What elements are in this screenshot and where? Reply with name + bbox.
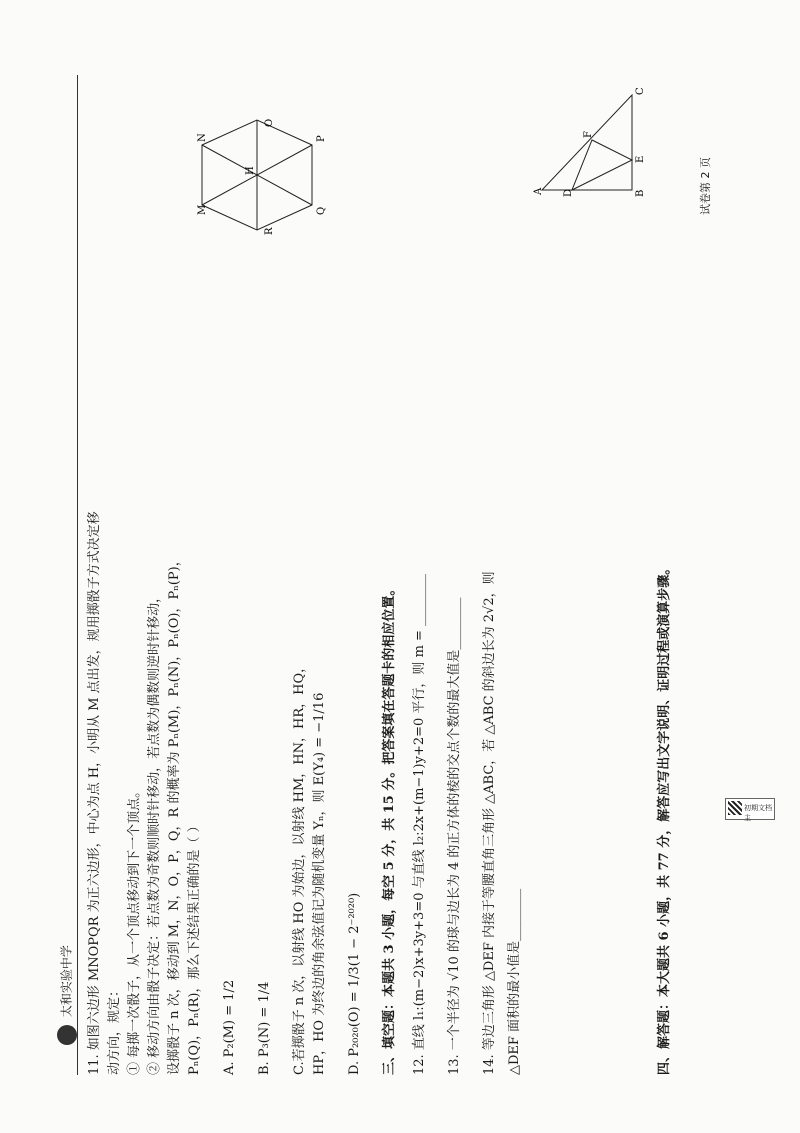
q13: 13. 一个半径为 √10 的球与边长为 4 的正方体的棱的交点个数的最大值是________ <box>447 597 462 1075</box>
q14-line2: △DEF 面积的最小值是________ <box>507 888 522 1075</box>
q11-line4: ② 移动方向由骰子决定：若点数为奇数则顺时针移动，若点数为偶数则逆时针移动， <box>147 589 162 1075</box>
triangle-label-d: D <box>563 188 574 197</box>
q11-option-a: A. P₂(M) = 1/2 <box>222 979 237 1075</box>
q11-option-c2: HP，HO 为终边的角余弦值记为随机变量 Yₙ，则 E(Y₄) = −1/16 <box>312 692 327 1075</box>
triangle-label-e: E <box>635 155 646 163</box>
triangle-label-f: F <box>583 131 594 138</box>
q11-line1: 11. 如图六边形 MNOPQR 为正六边形，中心为点 H，小明从 M 点出发，规用掷骰子方式决定移 <box>87 511 102 1075</box>
page-footer: 试卷第 2 页 <box>699 157 712 215</box>
hexagon-label-r: R <box>264 227 275 235</box>
q14-line1: 14. 等边三角形 △DEF 内接于等腰直角三角形 △ABC，若 △ABC 的斜边长为 2√2，则 <box>482 571 497 1075</box>
triangle-def <box>572 140 632 190</box>
triangle-figure <box>533 85 647 197</box>
q11-line2: 动方向，规定： <box>107 983 122 1075</box>
qr-code-icon <box>728 801 742 815</box>
watermark-stamp <box>725 798 775 820</box>
q11-option-c1: C.若掷骰子 n 次，以射线 HO 为始边，以射线 HM，HN，HR，HQ， <box>292 659 307 1075</box>
triangle-label-c: C <box>635 87 646 95</box>
q12: 12. 直线 l₁:(m−2)x+3y+3=0 与直线 l₂:2x+(m−1)y+2=0 平行，则 m = ________ <box>412 573 427 1075</box>
q11-option-b: B. P₃(N) = 1/4 <box>257 981 272 1075</box>
rotated-exam-sheet <box>57 55 717 1075</box>
section3-title: 三、填空题：本题共 3 小题，每空 5 分，共 15 分。把答案填在答题卡的相应位置。 <box>382 582 397 1075</box>
section4-title: 四、解答题：本大题共 6 小题，共 77 分，解答应写出文字说明、证明过程或演算步骤。 <box>657 561 672 1075</box>
hexagon-label-o: O <box>264 118 275 127</box>
school-logo-icon <box>57 1025 77 1045</box>
q11-line3: ① 每掷一次骰子，从一个顶点移动到下一个顶点。 <box>127 784 142 1075</box>
q11-option-d: D. P₂₀₂₀(O) = 1/3(1 − 2⁻²⁰²⁰) <box>347 892 362 1075</box>
hexagon-label-q: Q <box>316 206 327 215</box>
header-rule <box>77 75 78 1075</box>
hexagon-label-h: H <box>245 166 256 175</box>
triangle-label-b: B <box>635 189 646 197</box>
hexagon-label-p: P <box>316 135 327 142</box>
hexagon-label-n: N <box>197 133 208 142</box>
triangle-label-a: A <box>533 187 544 195</box>
school-name: 太和实验中学 <box>59 945 74 1018</box>
triangle-abc <box>542 95 632 190</box>
q11-line5: 设掷骰子 n 次，移动到 M，N，O，P，Q，R 的概率为 Pₙ(M)，Pₙ(N)，Pₙ(O)，Pₙ(P)， <box>167 553 182 1075</box>
school-header <box>57 945 77 1045</box>
hexagon-figure <box>197 115 327 235</box>
stamp-text: 初期文档主 <box>744 804 772 822</box>
q11-line6: Pₙ(Q)，Pₙ(R)，那么下述结果正确的是（ ） <box>187 819 202 1075</box>
hexagon-label-m: M <box>197 204 208 215</box>
